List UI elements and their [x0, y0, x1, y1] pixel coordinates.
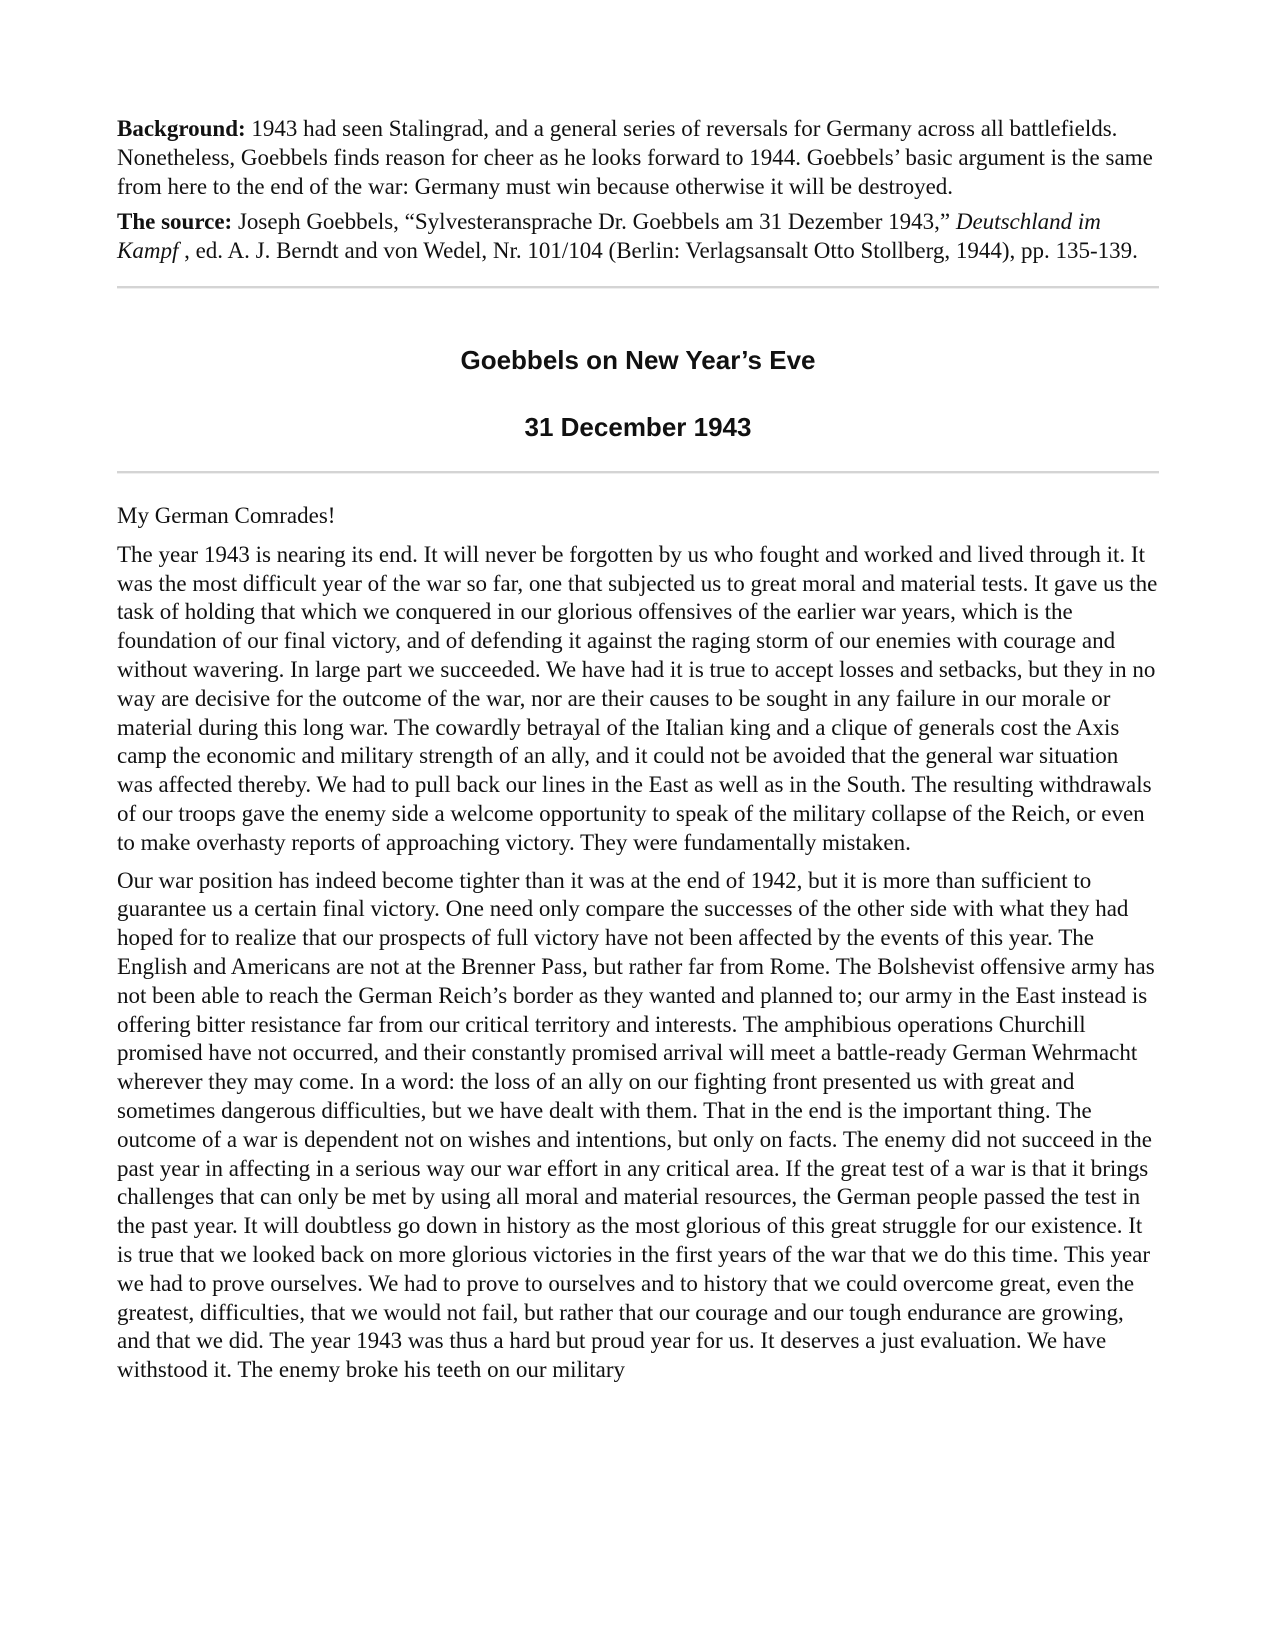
document-page	[117, 115, 1159, 1394]
speech-salutation: My German Comrades!	[117, 502, 336, 528]
source-text-before: Joseph Goebbels, “Sylvesteransprache Dr. Goebbels am 31 Dezember 1943,”	[232, 209, 956, 235]
source-publication: Deutschland im Kampf	[117, 209, 1101, 264]
source-paragraph	[117, 208, 1159, 266]
speech-paragraph-2: Our war position has indeed become tighter than it was at the end of 1942, but it is more than sufficient to guarantee us a certain final victory. One need only compare the successes of the other side with what they had hoped for to realize that our prospects of full victory have not been affected by the events of this year. The English and Americans are not at the Brenner Pass, but rather far from Rome. The Bolshevist offensive army has not been able to reach the German Reich’s border as they wanted and planned to; our army in the East instead is offering bitter resistance far from our critical territory and interests. The amphibious operations Churchill promised have not occurred, and their constantly promised arrival will meet a battle-ready German Wehrmacht wherever they may come. In a word: the loss of an ally on our fighting front presented us with great and sometimes dangerous difficulties, but we have dealt with them. That in the end is the important thing. The outcome of a war is dependent not on wishes and intentions, but only on facts. The enemy did not succeed in the past year in affecting in a serious way our war effort in any critical area. If the great test of a war is that it brings challenges that can only be met by using all moral and material resources, the German people passed the test in the past year. It will doubtless go down in history as the most glorious of this great struggle for our existence. It is true that we looked back on more glorious victories in the first years of the war that we do this time. This year we had to prove ourselves. We had to prove to ourselves and to history that we could overcome great, even the greatest, difficulties, that we would not fail, but rather that our courage and our tough endurance are growing, and that we did. The year 1943 was thus a hard but proud year for us. It deserves a just evaluation. We have withstood it. The enemy broke his teeth on our military	[117, 867, 1155, 1383]
page-date: 31 December 1943	[524, 411, 752, 442]
heading-block	[117, 344, 1159, 443]
source-label: The source:	[117, 209, 233, 235]
page-title: Goebbels on New Year’s Eve	[460, 344, 816, 375]
horizontal-rule-bottom	[117, 471, 1159, 474]
source-text-after: , ed. A. J. Berndt and von Wedel, Nr. 101/104 (Berlin: Verlagsansalt Otto Stollberg, 1944), pp. 135-139.	[178, 238, 1138, 264]
background-text: 1943 had seen Stalingrad, and a general series of reversals for Germany across all battlefields. Nonetheless, Goebbels finds reason for cheer as he looks forward to 1944. Goebbels’ basic argument is the same from here to the end of the war: Germany must win because otherwise it will be destroyed.	[117, 116, 1153, 199]
speech-paragraph-1: The year 1943 is nearing its end. It will never be forgotten by us who fought and worked and lived through it. It was the most difficult year of the war so far, one that subjected us to great moral and material tests. It gave us the task of holding that which we conquered in our glorious offensives of the earlier war years, which is the foundation of our final victory, and of defending it against the raging storm of our enemies with courage and without wavering. In large part we succeeded. We have had it is true to accept losses and setbacks, but they in no way are decisive for the outcome of the war, nor are their causes to be sought in any failure in our morale or material during this long war. The cowardly betrayal of the Italian king and a clique of generals cost the Axis camp the economic and military strength of an ally, and it could not be avoided that the general war situation was affected thereby. We had to pull back our lines in the East as well as in the South. The resulting withdrawals of our troops gave the enemy side a welcome opportunity to speak of the military collapse of the Reich, or even to make overhasty reports of approaching victory. They were fundamentally mistaken.	[117, 541, 1158, 855]
background-paragraph	[117, 115, 1159, 201]
background-label: Background:	[117, 116, 246, 141]
horizontal-rule-top	[117, 286, 1159, 289]
